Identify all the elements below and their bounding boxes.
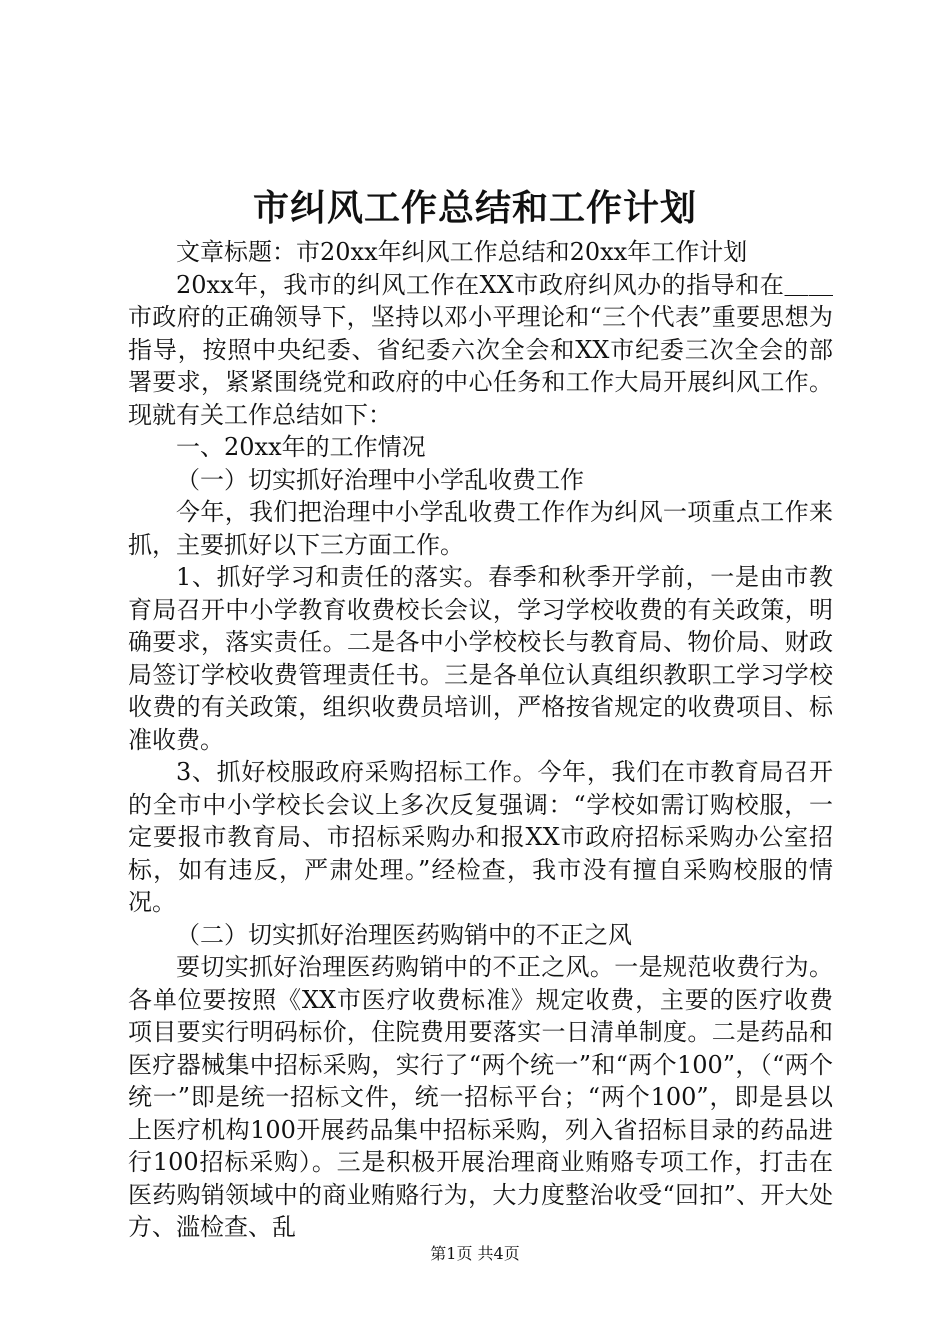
document-title: 市纠风工作总结和工作计划 <box>252 187 697 229</box>
body-paragraph: 3、抓好校服政府采购招标工作。今年，我们在市教育局召开的全市中小学校长会议上多次反复强调：“学校如需订购校服，一定要报市教育局、市招标采购办和报XX市政府招标采购办公室招标，如有违反，严肃处理。”经检查，我市没有擅自采购校服的情况。 <box>128 758 833 916</box>
section-heading-1: 一、20xx年的工作情况 <box>176 433 426 461</box>
page-footer: 第1页 共4页 <box>430 1244 520 1263</box>
body-paragraph: 今年，我们把治理中小学乱收费工作作为纠风一项重点工作来抓，主要抓好以下三方面工作。 <box>128 498 833 559</box>
subsection-heading-1: （一）切实抓好治理中小学乱收费工作 <box>176 465 584 494</box>
intro-paragraph: 20xx年，我市的纠风工作在XX市政府纠风办的指导和在＿＿市政府的正确领导下，坚持以邓小平理论和“三个代表”重要思想为指导，按照中央纪委、省纪委六次全会和XX市纪委三次全会的部署要求，紧紧围绕党和政府的中心任务和工作大局开展纠风工作。现就有关工作总结如下： <box>128 270 833 429</box>
body-paragraph: 要切实抓好治理医药购销中的不正之风。一是规范收费行为。各单位要按照《XX市医疗收费标准》规定收费，主要的医疗收费项目要实行明码标价，住院费用要落实一日清单制度。二是药品和医疗器械集中招标采购，实行了“两个统一”和“两个100”，（“两个统一”即是统一招标文件，统一招标平台；“两个100”，即是县以上医疗机构100开展药品集中招标采购，列入省招标目录的药品进行100招标采购）。三是积极开展治理商业贿赂专项工作，打击在医药购销领域中的商业贿赂行为，大力度整治收受“回扣”、开大处方、滥检查、乱 <box>128 953 833 1241</box>
subsection-heading-2: （二）切实抓好治理医药购销中的不正之风 <box>176 920 632 949</box>
article-heading-line: 文章标题：市20xx年纠风工作总结和20xx年工作计划 <box>176 238 748 266</box>
document-body <box>128 236 833 1244</box>
body-paragraph: 1、抓好学习和责任的落实。春季和秋季开学前，一是由市教育局召开中小学教育收费校长会议，学习学校收费的有关政策，明确要求，落实责任。二是各中小学校校长与教育局、物价局、财政局签订学校收费管理责任书。三是各单位认真组织教职工学习学校收费的有关政策，组织收费员培训，严格按省规定的收费项目、标准收费。 <box>128 563 833 754</box>
